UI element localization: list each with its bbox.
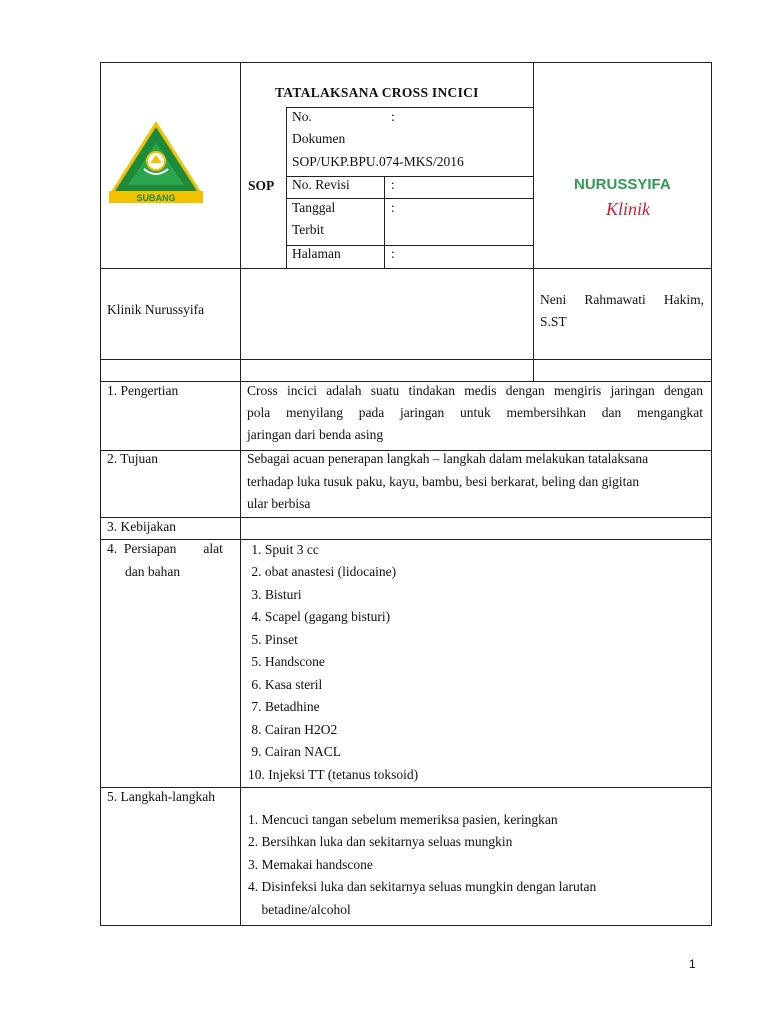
- list-item: 5. Pinset: [248, 632, 298, 647]
- list-item: 5. Handscone: [248, 654, 325, 669]
- page-number: 1: [689, 957, 696, 971]
- row-divider: [100, 359, 712, 360]
- list-item: 1. Mencuci tangan sebelum memeriksa pasien, keringkan: [248, 812, 558, 827]
- list-item: 2. Bersihkan luka dan sekitarnya seluas mungkin: [248, 834, 513, 849]
- list-item: 4. Scapel (gagang bisturi): [248, 609, 391, 624]
- tujuan-line: Sebagai acuan penerapan langkah – langkah dalam melakukan tatalaksana: [247, 451, 649, 466]
- section-label-langkah: 5. Langkah-langkah: [107, 789, 215, 804]
- tanggal-label: Tanggal: [292, 200, 336, 215]
- sop-label: SOP: [248, 178, 275, 193]
- section-label-persiapan-2: dan bahan: [125, 564, 181, 579]
- clinic-name: Klinik Nurussyifa: [107, 302, 205, 317]
- pengertian-line: pola menyilang pada jaringan untuk membersihkan dan mengangkat: [247, 405, 703, 420]
- col-divider: [286, 107, 287, 268]
- list-item: 3. Memakai handscone: [248, 857, 373, 872]
- logo-brand-sub: Klinik: [606, 199, 650, 219]
- section-label-tujuan: 2. Tujuan: [107, 451, 159, 466]
- list-item: 9. Cairan NACL: [248, 744, 341, 759]
- col-divider: [240, 62, 241, 926]
- list-item: betadine/alcohol: [248, 902, 351, 917]
- halaman-label: Halaman: [292, 246, 341, 261]
- list-item: 1. Spuit 3 cc: [248, 542, 319, 557]
- section-label-persiapan: 4. Persiapan alat: [107, 541, 223, 556]
- no-dokumen-value: SOP/UKP.BPU.074-MKS/2016: [292, 154, 464, 169]
- tujuan-line: terhadap luka tusuk paku, kayu, bambu, besi berkarat, beling dan gigitan: [247, 474, 640, 489]
- pengertian-line: Cross incici adalah suatu tindakan medis dengan mengiris jaringan dengan: [247, 383, 703, 398]
- list-item: 7. Betadhine: [248, 699, 320, 714]
- section-label-pengertian: 1. Pengertian: [107, 383, 179, 398]
- list-item: 3. Bisturi: [248, 587, 302, 602]
- col-divider: [384, 176, 385, 268]
- col-divider: [533, 359, 534, 381]
- no-dokumen-label-2: Dokumen: [292, 131, 346, 146]
- no-dokumen-label: No.: [292, 109, 312, 124]
- logo-brand-name: NURUSSYIFA: [574, 176, 671, 193]
- table-border-right: [711, 62, 712, 926]
- tanggal-colon: :: [391, 200, 395, 215]
- section-label-kebijakan: 3. Kebijakan: [107, 519, 176, 534]
- organization-logo: [106, 119, 206, 205]
- list-item: 10. Injeksi TT (tetanus toksoid): [248, 767, 419, 782]
- tanggal-label-2: Terbit: [292, 222, 325, 237]
- row-divider: [286, 107, 534, 108]
- table-border-top: [100, 62, 712, 63]
- pengertian-line: jaringan dari benda asing: [247, 427, 384, 442]
- row-divider: [100, 268, 712, 269]
- no-revisi-label: No. Revisi: [292, 177, 350, 192]
- list-item: 6. Kasa steril: [248, 677, 323, 692]
- row-divider: [100, 517, 712, 518]
- logo-subang-text: SUBANG: [136, 193, 176, 203]
- tujuan-line: ular berbisa: [247, 496, 311, 511]
- halaman-colon: :: [391, 246, 395, 261]
- table-border-bottom: [100, 925, 712, 926]
- list-item: 4. Disinfeksi luka dan sekitarnya seluas mungkin dengan larutan: [248, 879, 597, 894]
- list-item: 8. Cairan H2O2: [248, 722, 338, 737]
- list-item: 2. obat anastesi (lidocaine): [248, 564, 397, 579]
- table-border-left: [100, 62, 101, 926]
- signatory-name: Neni Rahmawati Hakim,: [540, 292, 704, 307]
- clinic-logo: [540, 143, 677, 225]
- document-title: TATALAKSANA CROSS INCICI: [275, 85, 479, 100]
- signatory-title: S.ST: [540, 314, 567, 329]
- no-revisi-colon: :: [391, 177, 395, 192]
- no-dokumen-colon: :: [391, 109, 395, 124]
